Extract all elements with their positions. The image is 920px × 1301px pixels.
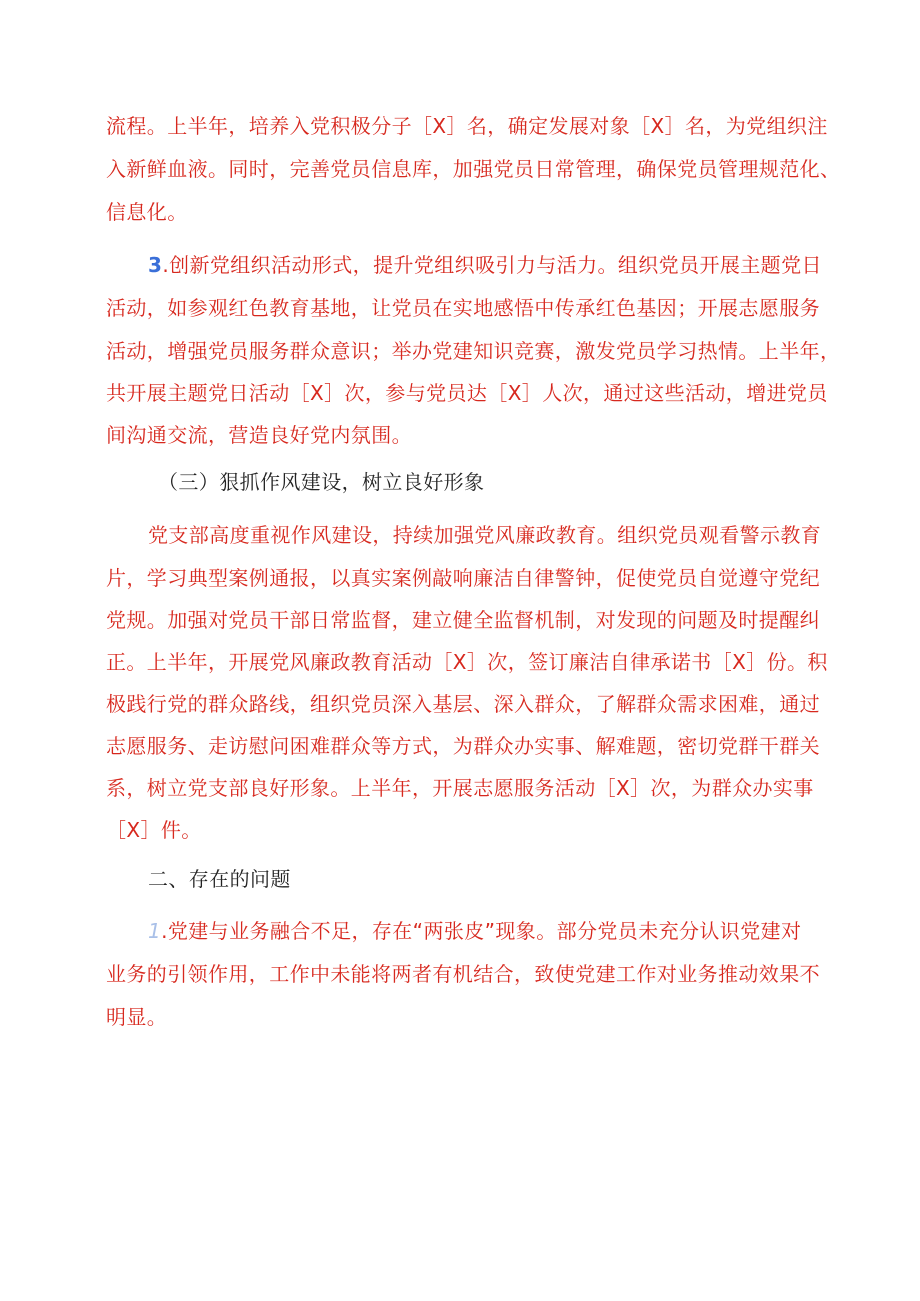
paragraph-3-line-1: 党支部高度重视作风建设，持续加强党风廉政教育。组织党员观看警示教育: [148, 523, 822, 547]
paragraph-2-line-1: [148, 252, 822, 278]
paragraph-3-line-4: 正。上半年，开展党风廉政教育活动［X］次，签订廉洁自律承诺书［X］份。积: [106, 650, 828, 674]
paragraph-3-line-8: ［X］件。: [106, 818, 202, 842]
section-heading-2: 二、存在的问题: [148, 867, 291, 891]
paragraph-2-line-5: 间沟通交流，营造良好党内氛围。: [106, 423, 412, 447]
paragraph-1-line-2: 入新鲜血液。同时，完善党员信息库，加强党员日常管理，确保党员管理规范化、: [106, 157, 841, 181]
paragraph-1-line-3: 信息化。: [106, 200, 188, 224]
paragraph-3-line-5: 极践行党的群众路线，组织党员深入基层、深入群众，了解群众需求困难，通过: [106, 692, 820, 716]
paragraph-3-line-6: 志愿服务、走访慰问困难群众等方式，为群众办实事、解难题，密切党群干群关: [106, 734, 820, 758]
section-heading-3: （三）狠抓作风建设，树立良好形象: [158, 470, 485, 494]
item-number-1: 1: [148, 919, 162, 943]
item-number-3: 3: [148, 253, 163, 277]
paragraph-2-line-1-text: .创新党组织活动形式，提升党组织吸引力与活力。组织党员开展主题党日: [162, 253, 822, 277]
paragraph-3-line-7: 系，树立党支部良好形象。上半年，开展志愿服务活动［X］次，为群众办实事: [106, 776, 814, 800]
paragraph-4-line-1: [148, 918, 801, 944]
paragraph-4-line-3: 明显。: [106, 1005, 168, 1029]
paragraph-4-line-2: 业务的引领作用，工作中未能将两者有机结合，致使党建工作对业务推动效果不: [106, 962, 820, 986]
paragraph-3-line-2: 片，学习典型案例通报，以真实案例敲响廉洁自律警钟，促使党员自觉遵守党纪: [106, 566, 820, 590]
paragraph-1-line-1: 流程。上半年，培养入党积极分子［X］名，确定发展对象［X］名，为党组织注: [106, 114, 828, 138]
paragraph-4-line-1-text: .党建与业务融合不足，存在“两张皮”现象。部分党员未充分认识党建对: [161, 919, 802, 943]
paragraph-3-line-3: 党规。加强对党员干部日常监督，建立健全监督机制，对发现的问题及时提醒纠: [106, 608, 820, 632]
paragraph-2-line-2: 活动，如参观红色教育基地，让党员在实地感悟中传承红色基因；开展志愿服务: [106, 296, 820, 320]
paragraph-2-line-3: 活动，增强党员服务群众意识；举办党建知识竞赛，激发党员学习热情。上半年，: [106, 339, 841, 363]
paragraph-2-line-4: 共开展主题党日活动［X］次，参与党员达［X］人次，通过这些活动，增进党员: [106, 381, 828, 405]
